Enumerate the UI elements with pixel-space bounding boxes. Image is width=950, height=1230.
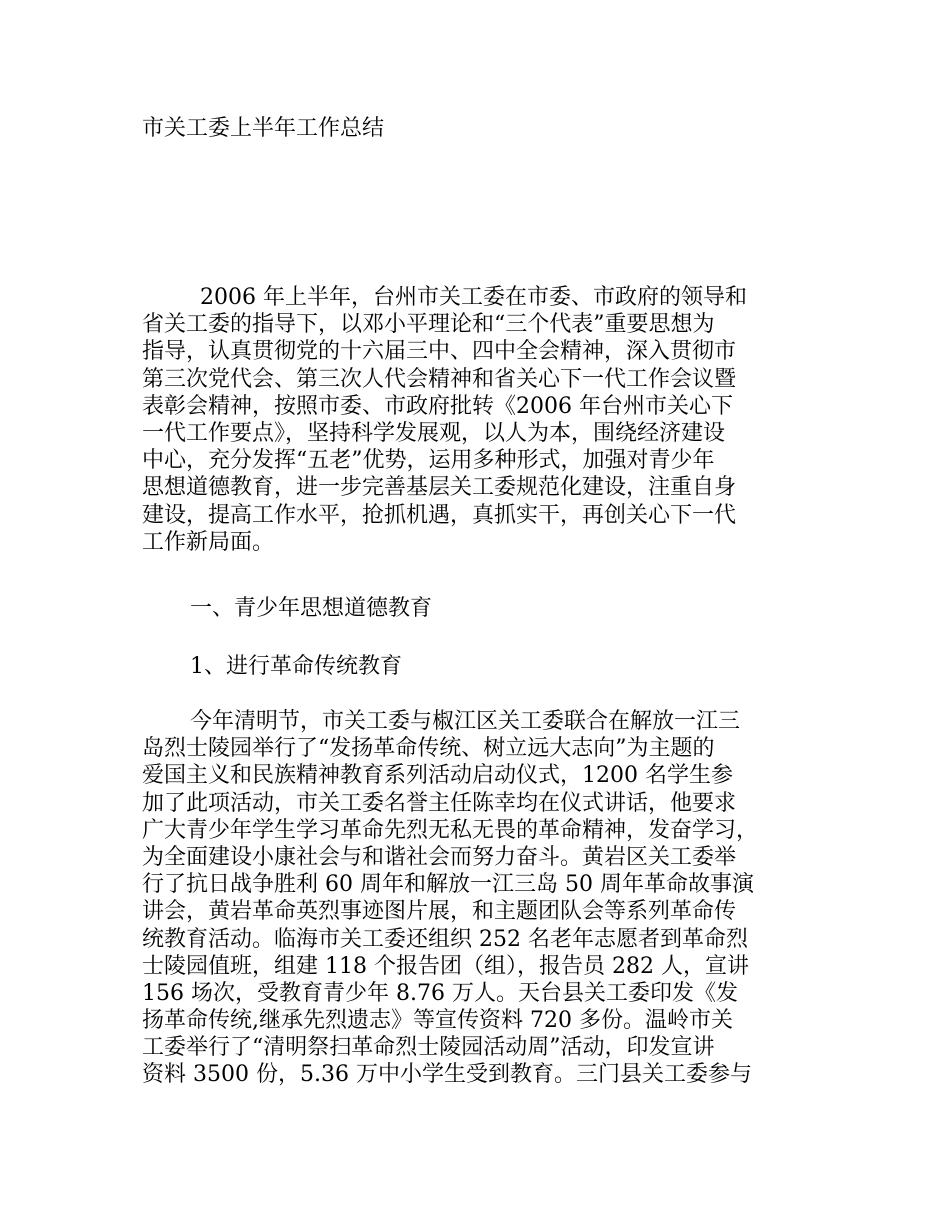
paragraph-line: 2006 年上半年，台州市关工委在市委、市政府的领导和 [200, 285, 747, 310]
paragraph-line: 资料 3500 份，5.36 万中小学生受到教育。三门县关工委参与 [142, 1062, 752, 1088]
intro-paragraph [142, 284, 832, 556]
paragraph-line: 扬革命传统,继承先烈遗志》等宣传资料 720 多份。温岭市关 [142, 1008, 733, 1034]
paragraph-line: 讲会，黄岩革命英烈事迹图片展，和主题团队会等系列革命传 [142, 899, 737, 925]
paragraph-line: 省关工委的指导下，以邓小平理论和“三个代表”重要思想为 [142, 312, 715, 338]
paragraph-line: 为全面建设小康社会与和谐社会而努力奋斗。黄岩区关工委举 [142, 844, 737, 870]
paragraph-line: 今年清明节，市关工委与椒江区关工委联合在解放一江三 [190, 709, 741, 734]
paragraph-line: 表彰会精神，按照市委、市政府批转《2006 年台州市关心下 [142, 393, 733, 419]
paragraph-line: 统教育活动。临海市关工委还组织 252 名老年志愿者到革命烈 [142, 926, 748, 952]
subsection-heading: 1、进行革命传统教育 [190, 654, 402, 679]
paragraph-line: 中心，充分发挥“五老”优势，运用多种形式，加强对青少年 [142, 448, 715, 474]
paragraph-line: 士陵园值班，组建 118 个报告团（组），报告员 282 人，宣讲 [142, 953, 749, 979]
paragraph-line: 行了抗日战争胜利 60 周年和解放一江三岛 50 周年革命故事演 [142, 872, 754, 898]
paragraph-line: 工委举行了“清明祭扫革命烈士陵园活动周”活动，印发宣讲 [142, 1035, 715, 1061]
paragraph-line: 建设，提高工作水平，抢抓机遇，真抓实干，再创关心下一代 [142, 502, 737, 528]
paragraph-line: 一代工作要点》，坚持科学发展观，以人为本，围绕经济建设 [142, 420, 726, 446]
paragraph-line: 第三次党代会、第三次人代会精神和省关心下一代工作会议暨 [142, 366, 737, 392]
document-title: 市关工委上半年工作总结 [142, 116, 385, 141]
body-paragraph [142, 708, 832, 1089]
paragraph-line: 156 场次，受教育青少年 8.76 万人。天台县关工委印发《发 [142, 980, 738, 1006]
paragraph-line: 思想道德教育，进一步完善基层关工委规范化建设，注重自身 [142, 475, 737, 501]
paragraph-line: 加了此项活动，市关工委名誉主任陈幸均在仪式讲话，他要求 [142, 790, 737, 816]
paragraph-line: 广大青少年学生学习革命先烈无私无畏的革命精神，发奋学习， [142, 817, 759, 843]
section-heading: 一、青少年思想道德教育 [190, 596, 433, 621]
paragraph-line: 指导，认真贯彻党的十六届三中、四中全会精神，深入贯彻市 [142, 339, 737, 365]
paragraph-line: 爱国主义和民族精神教育系列活动启动仪式，1200 名学生参 [142, 763, 733, 789]
paragraph-line: 岛烈士陵园举行了“发扬革命传统、树立远大志向”为主题的 [142, 736, 715, 762]
paragraph-line: 工作新局面。 [142, 529, 275, 555]
